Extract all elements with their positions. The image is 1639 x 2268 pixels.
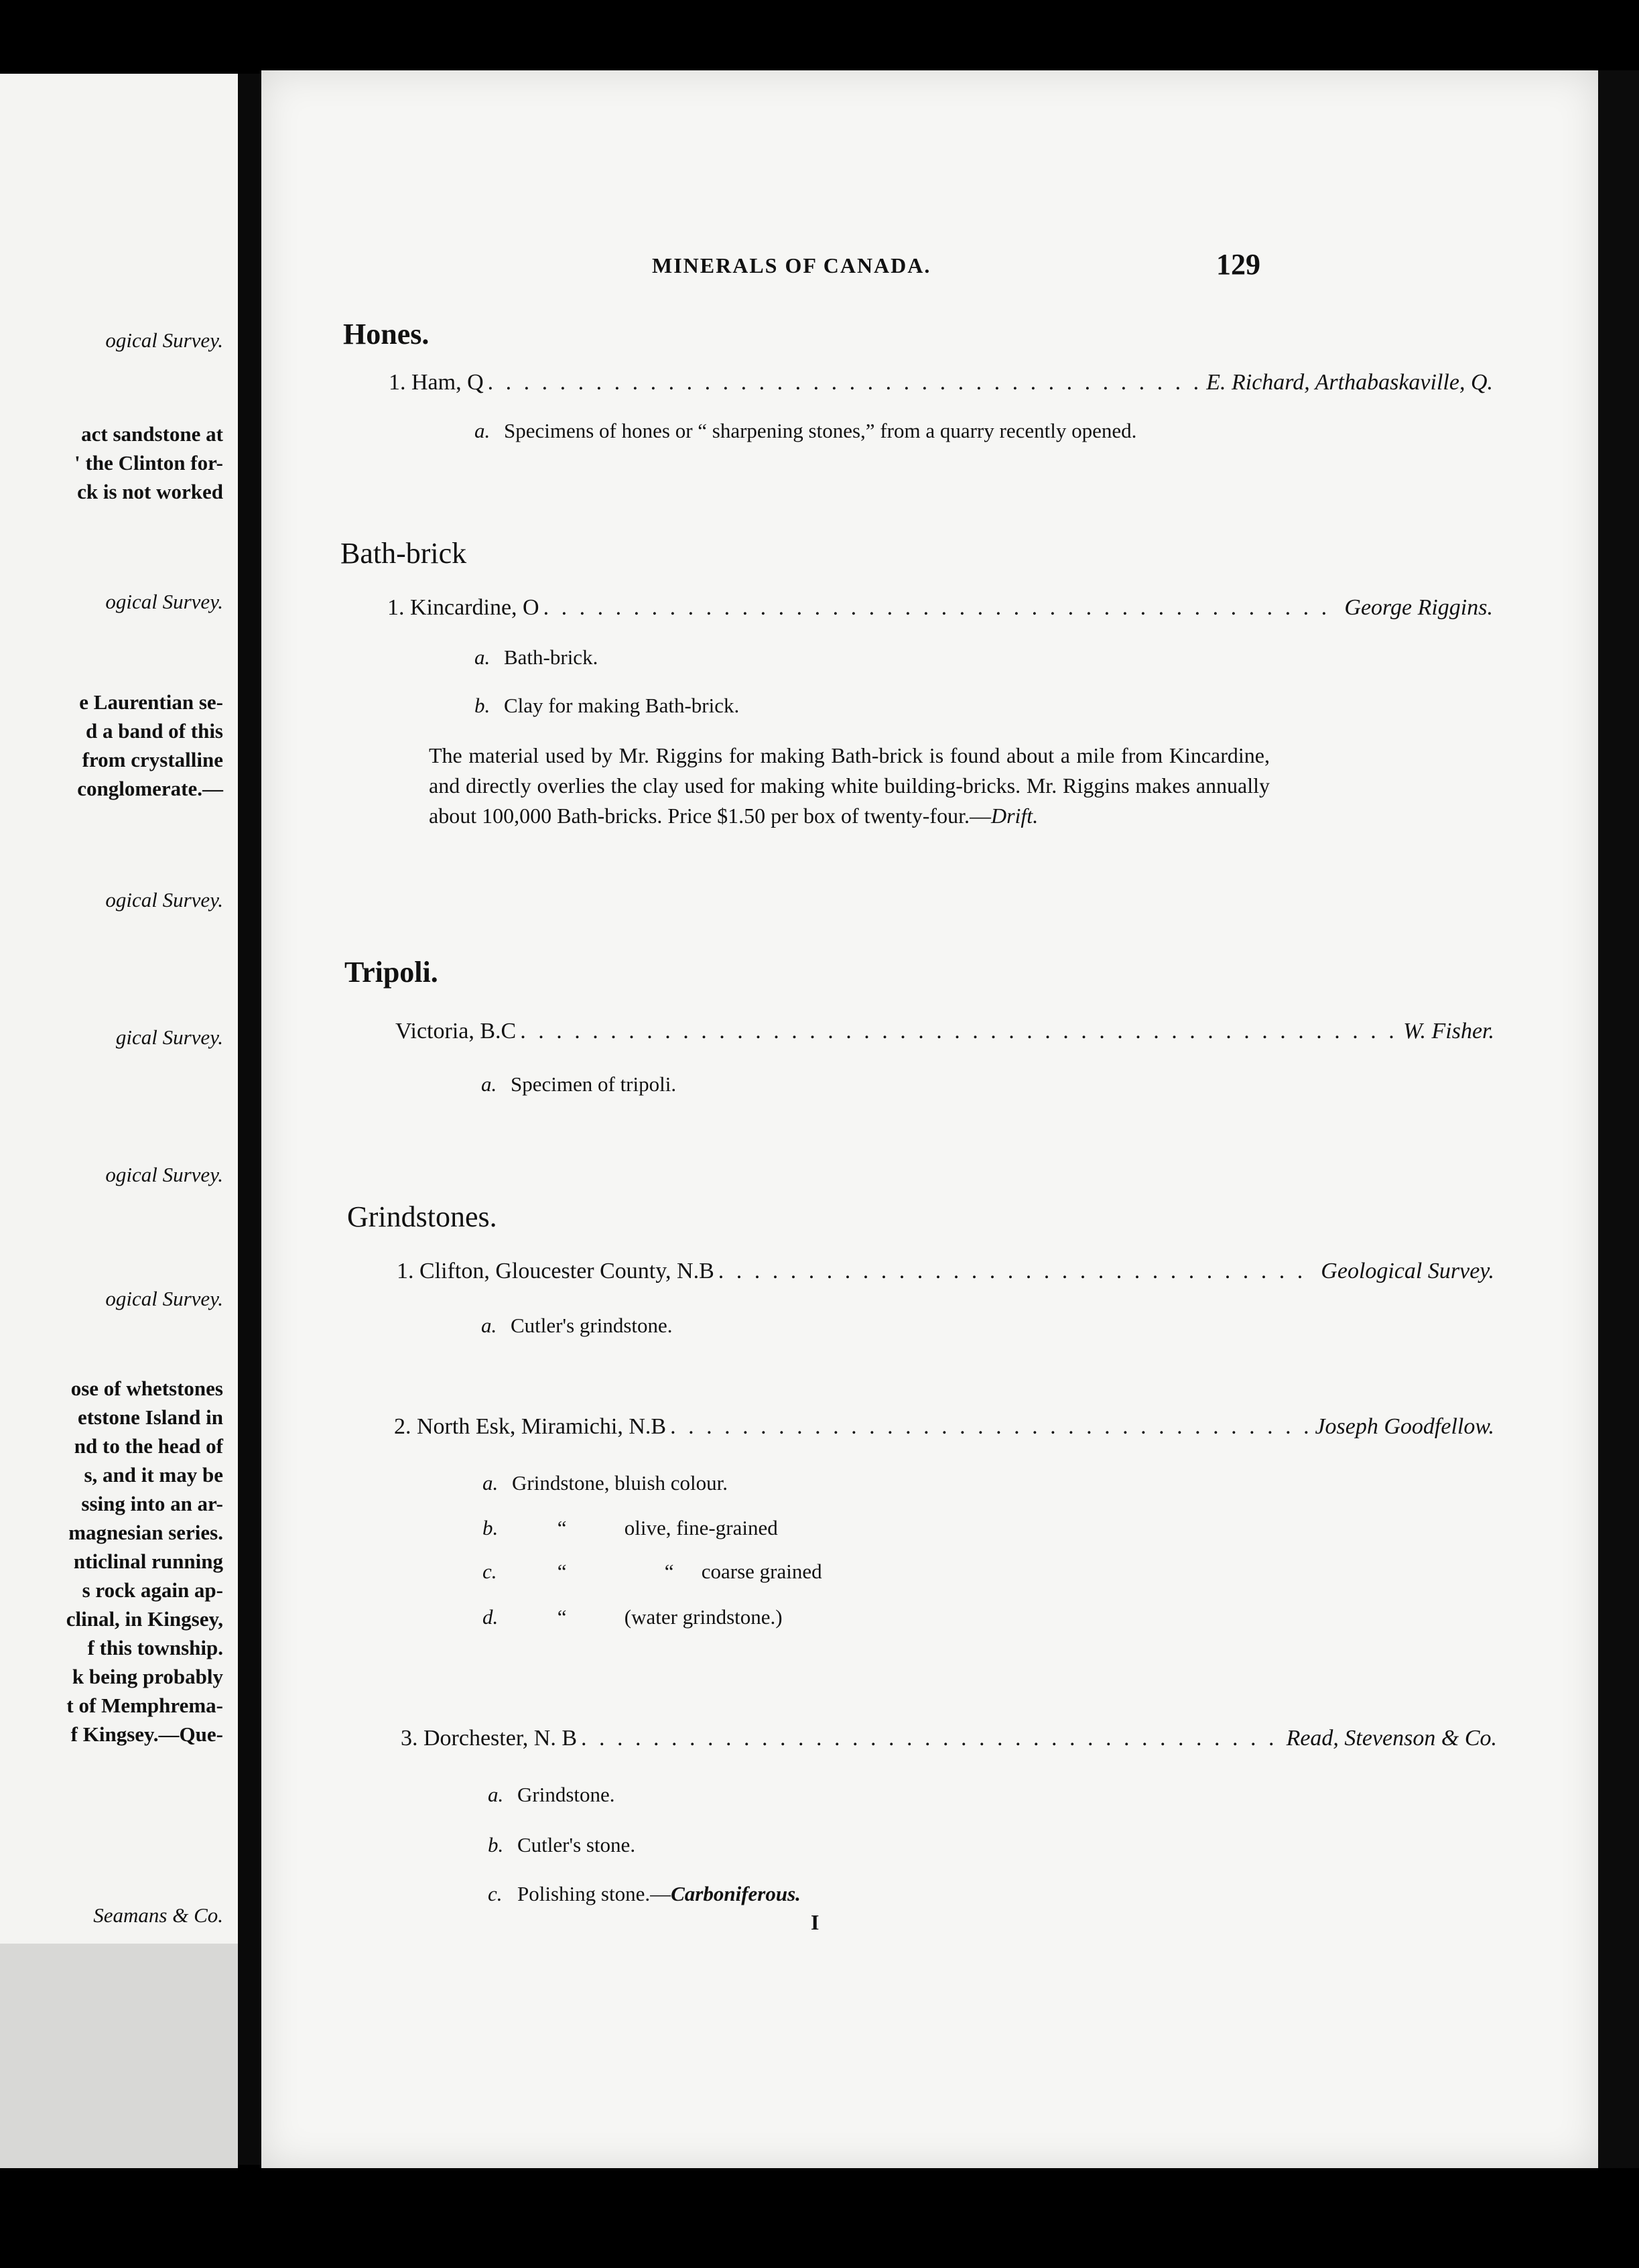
- leader-dots: [581, 1726, 1283, 1751]
- scan-border-top: [0, 0, 1639, 74]
- sub-item: [488, 1882, 801, 1906]
- entry-donor: Read, Stevenson & Co.: [1286, 1726, 1497, 1751]
- entry-place: Dorchester, N. B: [423, 1726, 578, 1751]
- entry-number: 1.: [387, 595, 405, 620]
- sub-item: [474, 419, 1136, 443]
- entry-grindstones-3: [401, 1726, 1497, 1751]
- left-text-line: f Kingsey.—Que-: [70, 1722, 223, 1746]
- item-text: Polishing stone.—: [517, 1882, 671, 1905]
- item-text: Cutler's grindstone.: [511, 1314, 673, 1337]
- left-text-line: etstone Island in: [77, 1405, 223, 1429]
- entry-donor: E. Richard, Arthabaskaville, Q.: [1206, 370, 1493, 395]
- entry-number: 3.: [401, 1726, 418, 1751]
- leader-dots: [520, 1019, 1399, 1044]
- formation-name: Carboniferous.: [671, 1882, 801, 1905]
- ditto-mark: “: [557, 1560, 567, 1583]
- leader-dots: [543, 595, 1341, 621]
- entry-grindstones-1: [397, 1259, 1494, 1284]
- sub-item: [488, 1833, 635, 1857]
- item-text: coarse grained: [701, 1560, 822, 1583]
- left-text-line: nd to the head of: [74, 1434, 223, 1458]
- entry-number: 2.: [394, 1414, 411, 1439]
- paragraph-text: The material used by Mr. Riggins for making Bath-brick is found about a mile from Kincardine, and directly overlies the clay used for making white building-bricks. Mr. Riggins makes annually about 100,000 Bath-bricks. Price $1.50 per: [429, 743, 1270, 828]
- item-letter: a.: [488, 1783, 504, 1806]
- left-text-line: ose of whetstones: [70, 1377, 223, 1400]
- facing-page: [0, 74, 238, 1944]
- entry-place: North Esk, Miramichi, N.B: [417, 1414, 667, 1439]
- entry-place: Ham, Q: [411, 370, 484, 395]
- item-text: Specimen of tripoli.: [511, 1072, 677, 1096]
- item-text: Grindstone, bluish colour.: [512, 1471, 728, 1495]
- sub-item: [474, 645, 598, 670]
- entry-number: 1.: [397, 1259, 414, 1283]
- sub-item: [482, 1560, 822, 1584]
- leader-dots: [488, 370, 1203, 395]
- left-text-line: Seamans & Co.: [93, 1903, 223, 1927]
- item-letter: a.: [474, 419, 490, 442]
- leader-dots: [718, 1259, 1317, 1284]
- item-text: Clay for making Bath-brick.: [504, 694, 740, 717]
- left-text-line: ck is not worked: [77, 480, 223, 503]
- left-text-line: act sandstone at: [81, 422, 223, 446]
- sub-item: [488, 1783, 615, 1807]
- left-text-line: gical Survey.: [115, 1025, 223, 1049]
- sub-item: [482, 1605, 783, 1629]
- left-text-line: ogical Survey.: [105, 1287, 223, 1310]
- left-text-line: ssing into an ar-: [81, 1492, 223, 1515]
- leader-dots: [670, 1414, 1311, 1440]
- running-head: MINERALS OF CANADA.: [652, 253, 931, 277]
- section-heading-bathbrick: Bath-brick: [340, 537, 467, 570]
- entry-donor: W. Fisher.: [1403, 1019, 1494, 1044]
- left-text-line: ogical Survey.: [105, 888, 223, 911]
- book-page-129: [261, 70, 1598, 2168]
- section-heading-hones: Hones.: [343, 318, 430, 351]
- item-text: Specimens of hones or “ sharpening stones,” from a quarry recently opened.: [504, 419, 1137, 442]
- item-text: Grindstone.: [517, 1783, 615, 1806]
- left-text-line: ' the Clinton for-: [74, 451, 223, 475]
- sub-item: [482, 1516, 778, 1540]
- left-text-line: from crystalline: [82, 748, 223, 771]
- ditto-mark: “: [557, 1516, 567, 1539]
- sub-item: [474, 694, 739, 718]
- left-text-line: clinal, in Kingsey,: [66, 1607, 223, 1631]
- left-text-line: t of Memphrema-: [66, 1694, 223, 1717]
- left-text-line: ogical Survey.: [105, 328, 223, 352]
- item-letter: c.: [482, 1560, 497, 1583]
- left-text-line: magnesian series.: [68, 1521, 223, 1544]
- left-text-line: s, and it may be: [84, 1463, 223, 1487]
- entry-tripoli-1: [395, 1019, 1494, 1044]
- page-number: 129: [1216, 248, 1260, 281]
- section-heading-grindstones: Grindstones.: [347, 1200, 497, 1233]
- paragraph-last-line: box of twenty-four.—: [803, 804, 991, 828]
- left-text-line: e Laurentian se-: [79, 690, 223, 714]
- entry-grindstones-2: [394, 1414, 1494, 1440]
- item-letter: b.: [474, 694, 490, 717]
- ditto-mark: “: [664, 1560, 674, 1583]
- item-text: Bath-brick.: [504, 645, 598, 669]
- bathbrick-note-paragraph: [429, 741, 1270, 831]
- left-text-line: ogical Survey.: [105, 590, 223, 613]
- left-text-line: conglomerate.—: [77, 777, 223, 800]
- ditto-mark: “: [557, 1605, 567, 1629]
- entry-place: Clifton, Gloucester County, N.B: [419, 1259, 714, 1283]
- entry-number: 1.: [389, 370, 406, 395]
- left-text-line: f this township.: [87, 1636, 223, 1659]
- entry-donor: Joseph Goodfellow.: [1315, 1414, 1494, 1439]
- left-text-line: nticlinal running: [73, 1550, 223, 1573]
- sub-item: [481, 1072, 676, 1096]
- left-text-line: d a band of this: [85, 719, 223, 743]
- signature-mark: I: [811, 1910, 820, 1934]
- left-text-line: ogical Survey.: [105, 1163, 223, 1186]
- entry-place: Kincardine, O: [410, 595, 539, 620]
- entry-donor: George Riggins.: [1344, 595, 1493, 620]
- entry-hones-1: [389, 370, 1493, 395]
- entry-bathbrick-1: [387, 595, 1493, 621]
- entry-donor: Geological Survey.: [1321, 1259, 1494, 1283]
- left-text-line: k being probably: [72, 1665, 223, 1688]
- sub-item: [482, 1471, 728, 1495]
- formation-name: Drift.: [990, 804, 1039, 828]
- scan-border-bottom: [0, 2168, 1639, 2268]
- section-heading-tripoli: Tripoli.: [344, 956, 438, 989]
- item-letter: a.: [474, 645, 490, 669]
- item-letter: b.: [482, 1516, 499, 1539]
- left-page-bottom: [0, 1944, 238, 2168]
- left-text-line: s rock again ap-: [82, 1578, 223, 1602]
- item-letter: b.: [488, 1833, 504, 1856]
- scan-border-right: [1598, 70, 1639, 2168]
- item-letter: a.: [481, 1314, 497, 1337]
- item-letter: c.: [488, 1882, 503, 1905]
- sub-item: [481, 1314, 673, 1338]
- item-letter: a.: [482, 1471, 499, 1495]
- item-letter: d.: [482, 1605, 499, 1629]
- item-letter: a.: [481, 1072, 497, 1096]
- item-text: (water grindstone.): [624, 1605, 783, 1629]
- item-text: Cutler's stone.: [517, 1833, 636, 1856]
- entry-place: Victoria, B.C: [395, 1019, 517, 1044]
- item-text: olive, fine-grained: [624, 1516, 778, 1539]
